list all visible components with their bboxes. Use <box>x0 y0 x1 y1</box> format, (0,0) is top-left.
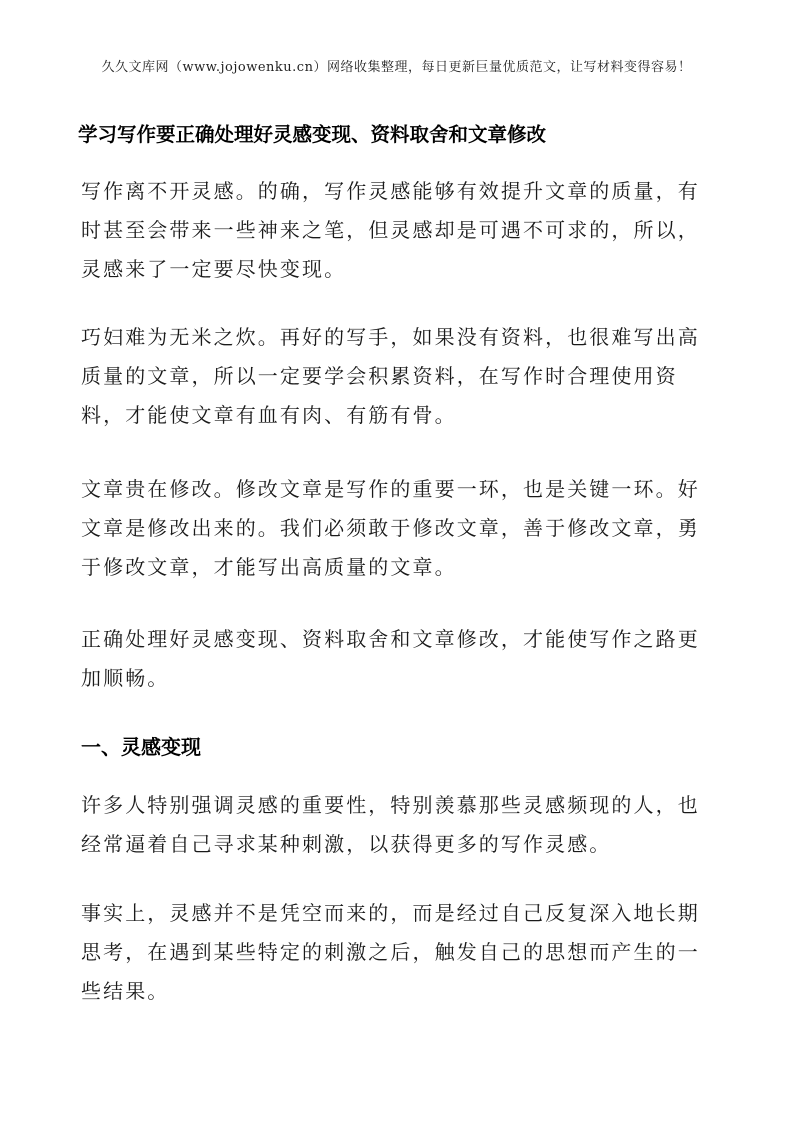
paragraph: 正确处理好灵感变现、资料取舍和文章修改，才能使写作之路更加顺畅。 <box>81 627 700 690</box>
paragraph: 写作离不开灵感。的确，写作灵感能够有效提升文章的质量，有时甚至会带来一些神来之笔，但灵感却是可遇不可求的，所以，灵感来了一定要尽快变现。 <box>81 179 700 281</box>
paragraph: 文章贵在修改。修改文章是写作的重要一环，也是关键一环。好文章是修改出来的。我们必须敢于修改文章，善于修改文章，勇于修改文章，才能写出高质量的文章。 <box>81 477 700 579</box>
header-note: 久久文库网（www.jojowenku.cn）网络收集整理，每日更新巨量优质范文，让写材料变得容易！ <box>101 60 692 75</box>
paragraph: 许多人特别强调灵感的重要性，特别羡慕那些灵感频现的人，也经常逼着自己寻求某种刺激，以获得更多的写作灵感。 <box>81 793 700 856</box>
paragraph: 事实上，灵感并不是凭空而来的，而是经过自己反复深入地长期思考，在遇到某些特定的刺激之后，触发自己的思想而产生的一些结果。 <box>81 901 700 1003</box>
section-heading: 一、灵感变现 <box>81 735 201 759</box>
document-title: 学习写作要正确处理好灵感变现、资料取舍和文章修改 <box>78 123 547 146</box>
paragraph: 巧妇难为无米之炊。再好的写手，如果没有资料，也很难写出高质量的文章，所以一定要学会积累资料，在写作时合理使用资料，才能使文章有血有肉、有筋有骨。 <box>81 325 700 427</box>
